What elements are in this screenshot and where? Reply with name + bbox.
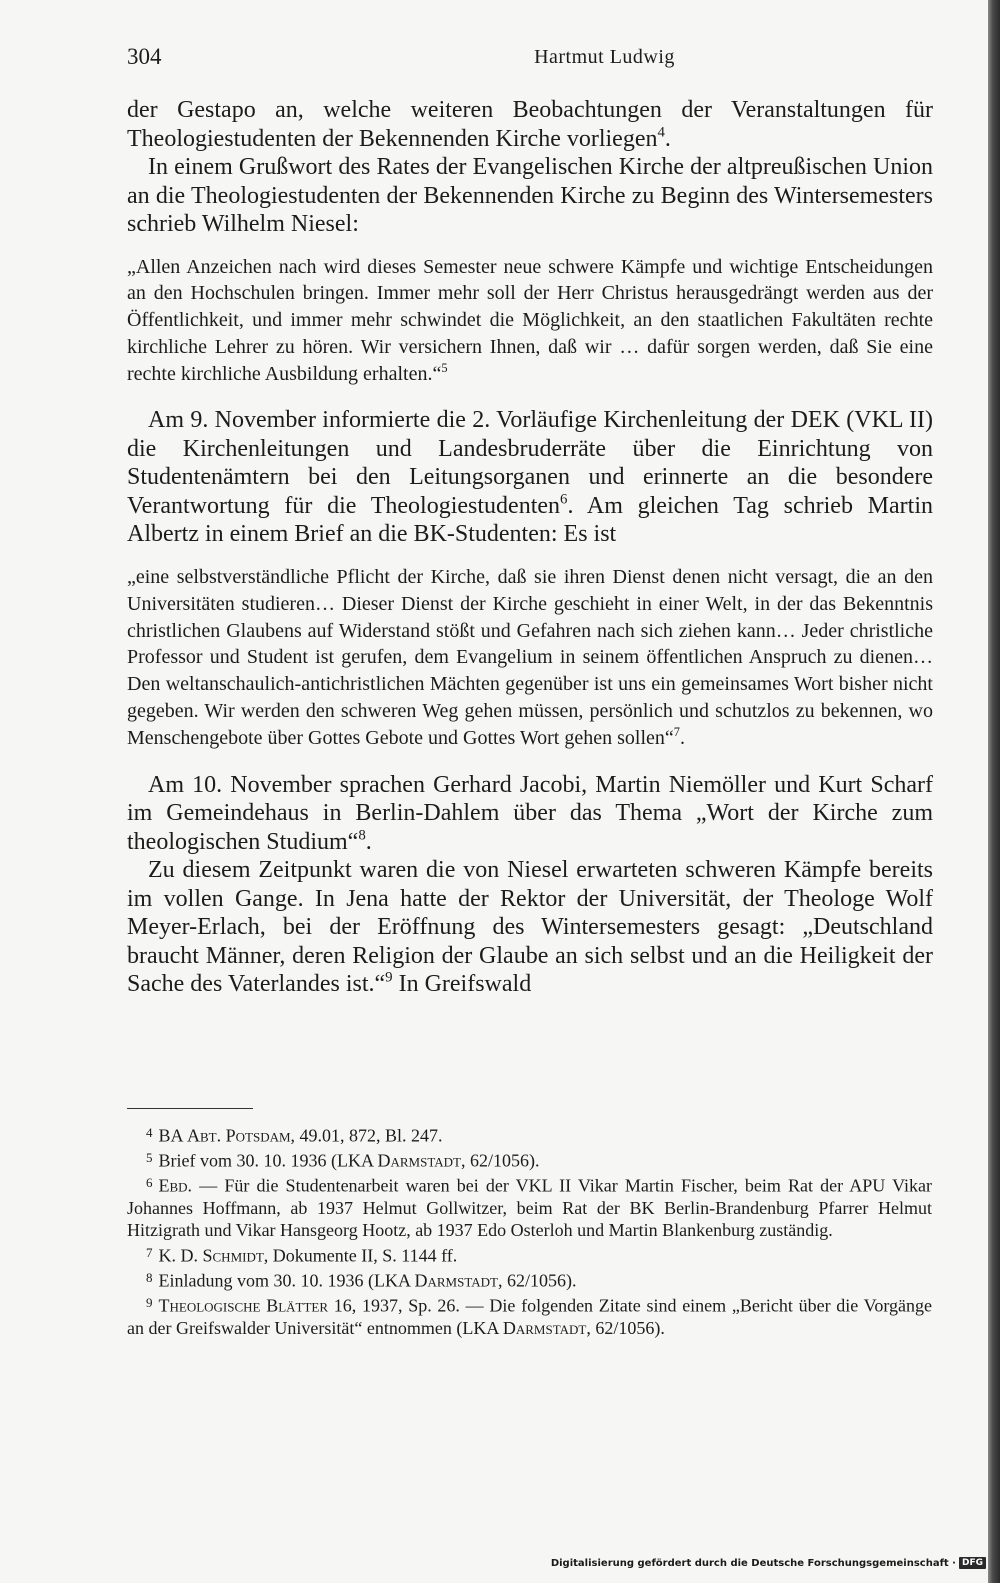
- paragraph: Am 10. November sprachen Gerhard Jacobi, Martin Niemöller und Kurt Scharf im Gemeindehaus in Berlin-Dahlem über das Thema „Wort der Kirche zum theologischen Studium“$^8$.: [127, 771, 933, 855]
- page-number: 304: [127, 44, 162, 69]
- paragraph: In einem Grußwort des Rates der Evangelischen Kirche der altpreußischen Union an die Theologiestudenten der Bekennenden Kirche zu Beginn des Wintersemesters schrieb Wilhelm Niesel:: [127, 154, 933, 237]
- dfg-logo-icon: DFG: [959, 1557, 986, 1569]
- running-head: Hartmut Ludwig: [534, 46, 675, 68]
- footnote-number: 6: [146, 1174, 153, 1190]
- footnote-ref[interactable]: 4: [657, 123, 665, 140]
- main-text: [127, 96, 933, 999]
- footnote: $^8$ Einladung vom 30. 10. 1936 (LKA Darmstadt, 62/1056).: [146, 1269, 577, 1291]
- paragraph: der Gestapo an, welche weiteren Beobachtungen der Veranstaltungen für Theologiestudenten der Bekennenden Kirche vorliegen$^4$.: [127, 97, 933, 152]
- footnote-ref[interactable]: 8: [358, 826, 366, 843]
- footnote-ref[interactable]: 5: [441, 360, 448, 375]
- block-quote: „eine selbstverständliche Pflicht der Kirche, daß sie ihren Dienst denen nicht versagt, die an den Universitäten studieren… Dieser Dienst der Kirche geschieht in einer Welt, in der das Bekenntnis christlichen Glaubens auf Widerstand stößt und Gefahren nach sich ziehen kann… Jeder christliche Professor und Student ist gerufen, dem Evangelium in seinem öffentlichen Anspruch zu dienen… Den weltanschaulich-antichristlichen Mächten gegenüber ist uns ein gemeinsames Wort bisher nicht gegeben. Wir werden den schweren Weg gehen müssen, persönlich und schutzlos zu bekennen, wo Menschengebote über Gottes Gebote und Gottes Wort gehen sollen“$^7$.: [127, 565, 933, 749]
- footnote: $^5$ Brief vom 30. 10. 1936 (LKA Darmstadt, 62/1056).: [146, 1149, 540, 1171]
- footnote: $^7$ K. D. Schmidt, Dokumente II, S. 1144 ff.: [146, 1244, 458, 1266]
- scan-edge: [988, 0, 1000, 1583]
- paragraph: Zu diesem Zeitpunkt waren die von Niesel erwarteten schweren Kämpfe bereits im vollen Gange. In Jena hatte der Rektor der Universität, der Theologe Wolf Meyer-Erlach, bei der Eröffnung des Wintersemesters gesagt: „Deutschland braucht Männer, deren Religion der Glaube an sich selbst und an die Heiligkeit der Sache des Vaterlandes ist.“$^9$ In Greifswald: [127, 857, 933, 998]
- footnote-number: 5: [146, 1149, 153, 1165]
- digitization-credit: [551, 1557, 986, 1569]
- footnote-number: 7: [146, 1244, 153, 1260]
- footnote-number: 9: [146, 1294, 153, 1310]
- footnote-divider: [127, 1108, 253, 1109]
- footnote-number: 4: [146, 1125, 153, 1140]
- footnote-number: 8: [146, 1269, 153, 1285]
- footnote-ref[interactable]: 9: [385, 969, 393, 986]
- block-quote: „Allen Anzeichen nach wird dieses Semester neue schwere Kämpfe und wichtige Entscheidungen an den Hochschulen bringen. Immer mehr soll der Herr Christus herausgedrängt werden aus der Öffentlichkeit, und immer mehr schwindet die Möglichkeit, an den staatlichen Fakultäten rechte kirchliche Lehrer zu hören. Wir versichern Ihnen, daß wir … dafür sorgen werden, daß Sie eine rechte kirchliche Ausbildung erhalten.“$^5$: [127, 255, 933, 385]
- footnote-ref[interactable]: 6: [560, 491, 568, 508]
- footnote-ref[interactable]: 7: [673, 724, 680, 739]
- page-header: [127, 44, 932, 80]
- credit-text: Digitalisierung gefördert durch die Deutsche Forschungsgemeinschaft ·: [550, 1557, 956, 1569]
- footnote: $^9$ Theologische Blätter 16, 1937, Sp. 26. — Die folgenden Zitate sind einem „Bericht über die Vorgänge an der Greifswalder Universität“ entnommen (LKA Darmstadt, 62/1056).: [127, 1294, 932, 1338]
- footnote: $^4$ BA Abt. Potsdam, 49.01, 872, Bl. 247.: [146, 1125, 443, 1146]
- footnotes: [127, 1122, 932, 1339]
- paragraph: Am 9. November informierte die 2. Vorläufige Kirchenleitung der DEK (VKL II) die Kirchenleitungen und Landesbruderräte über die Einrichtung von Studentenämtern bei den Leitungsorganen und erinnerte an die besondere Verantwortung für die Theologiestudenten$^6$. Am gleichen Tag schrieb Martin Albertz in einem Brief an die BK-Studenten: Es ist: [127, 407, 934, 548]
- footnote: $^6$ Ebd. — Für die Studentenarbeit waren bei der VKL II Vikar Martin Fischer, beim Rat der APU Vikar Johannes Hoffmann, ab 1937 Helmut Gollwitzer, beim Rat der BK Berlin-Brandenburg Pfarrer Helmut Hitzigrath und Vikar Hansgeorg Hootz, ab 1937 Edo Osterloh und Martin Blankenburg zuständig.: [127, 1174, 932, 1241]
